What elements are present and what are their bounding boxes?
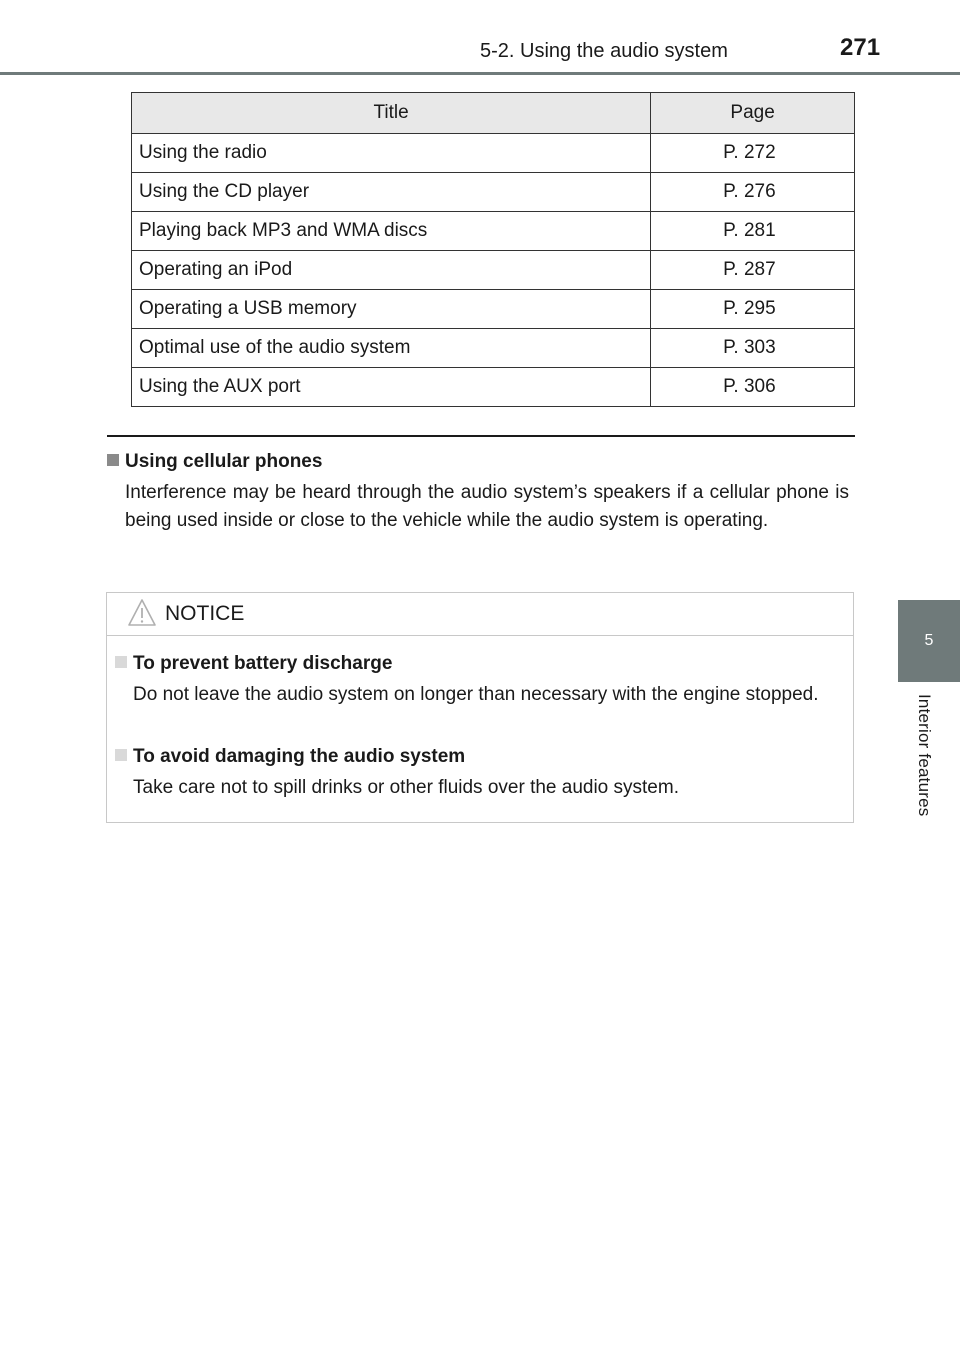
notice-item-body: Do not leave the audio system on longer than necessary with the engine stopped.: [133, 684, 819, 705]
notice-item: [115, 744, 841, 802]
notice-title: NOTICE: [165, 602, 245, 625]
reference-table: [131, 92, 855, 407]
section-body: Interference may be heard through the audio system’s speakers if a cellular phone is being used inside or close to the vehicle while the audio system is operating.: [125, 482, 849, 531]
row-title: Optimal use of the audio system: [132, 329, 651, 368]
table-row: [132, 134, 855, 173]
row-page-link[interactable]: P. 276: [651, 173, 855, 212]
section-heading: [107, 449, 849, 475]
square-bullet-icon: [115, 749, 127, 761]
warning-triangle-icon: [127, 598, 157, 633]
row-page-link[interactable]: P. 272: [651, 134, 855, 173]
square-bullet-icon: [107, 454, 119, 466]
notice-box: [106, 592, 854, 823]
row-title: Operating a USB memory: [132, 290, 651, 329]
notice-item-body: Take care not to spill drinks or other fluids over the audio system.: [133, 777, 679, 798]
chapter-tab[interactable]: [898, 600, 960, 682]
table-row: [132, 329, 855, 368]
square-bullet-icon: [115, 656, 127, 668]
notice-item: [115, 651, 841, 709]
notice-header: [107, 593, 853, 636]
notice-item-heading-text: To prevent battery discharge: [133, 653, 393, 674]
row-title: Using the radio: [132, 134, 651, 173]
section-divider: [107, 435, 855, 437]
table-row: [132, 173, 855, 212]
cellular-phones-section: [107, 449, 849, 535]
row-page-link[interactable]: P. 295: [651, 290, 855, 329]
table-row: [132, 368, 855, 407]
section-title: 5-2. Using the audio system: [480, 40, 728, 62]
notice-item-heading: [115, 651, 841, 677]
row-page-link[interactable]: P. 287: [651, 251, 855, 290]
row-page-link[interactable]: P. 306: [651, 368, 855, 407]
row-title: Using the CD player: [132, 173, 651, 212]
section-heading-text: Using cellular phones: [125, 451, 323, 472]
chapter-number: 5: [924, 632, 934, 649]
table-row: [132, 212, 855, 251]
row-page-link[interactable]: P. 303: [651, 329, 855, 368]
row-page-link[interactable]: P. 281: [651, 212, 855, 251]
table-header-row: [132, 93, 855, 134]
table-row: [132, 290, 855, 329]
header-rule: [0, 72, 960, 75]
row-title: Operating an iPod: [132, 251, 651, 290]
row-title: Using the AUX port: [132, 368, 651, 407]
column-header-title: Title: [132, 93, 651, 134]
table-row: [132, 251, 855, 290]
column-header-page: Page: [651, 93, 855, 134]
notice-item-heading-text: To avoid damaging the audio system: [133, 746, 466, 767]
page-number: 271: [840, 34, 881, 61]
notice-item-heading: [115, 744, 841, 770]
chapter-label: Interior features: [915, 694, 934, 817]
row-title: Playing back MP3 and WMA discs: [132, 212, 651, 251]
